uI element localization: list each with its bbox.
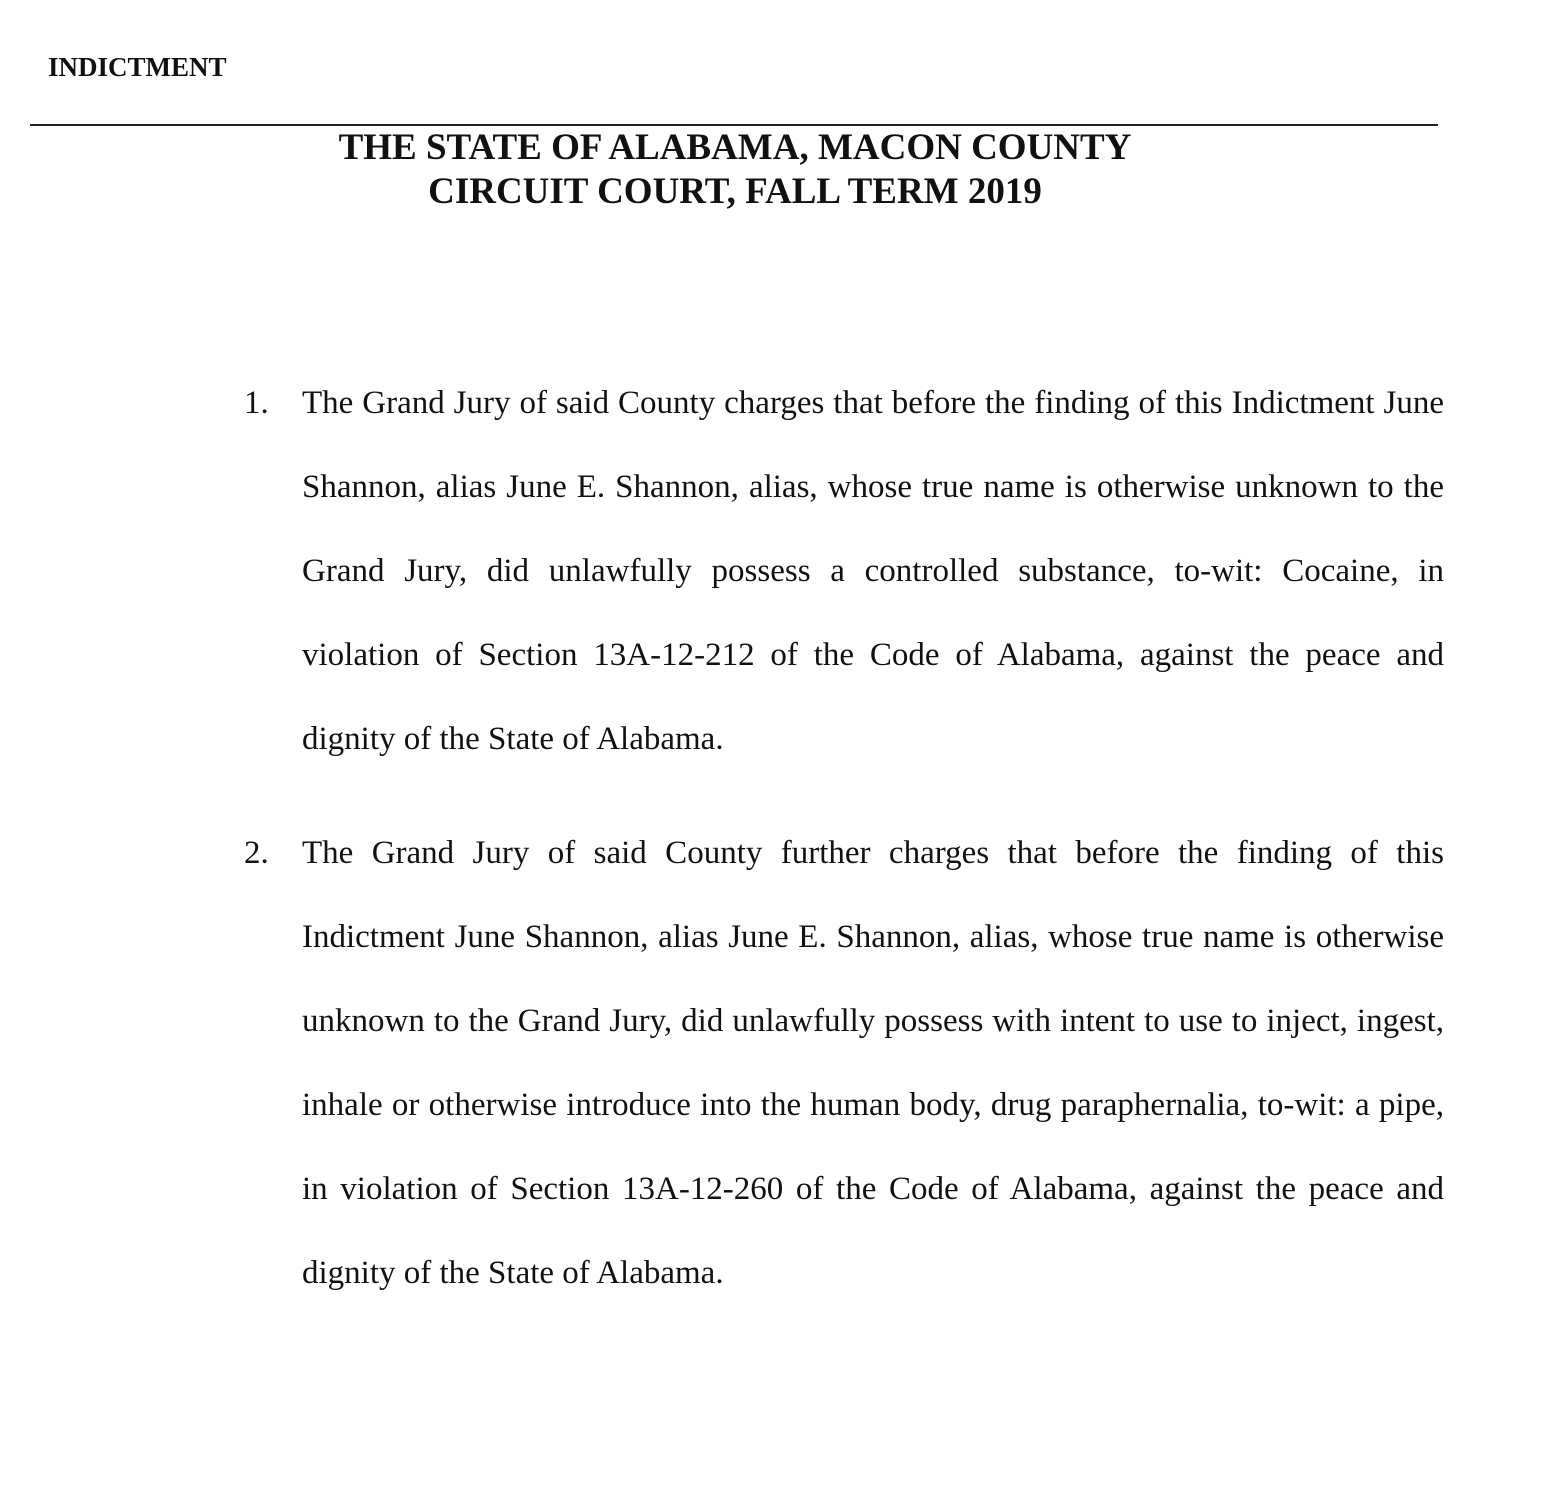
court-heading-line-2: CIRCUIT COURT, FALL TERM 2019 <box>428 171 1042 212</box>
count-text: The Grand Jury of said County charges that before the finding of this Indictment June Shannon, alias June E. Shannon, alias, whose true name is otherwise unknown to the Grand Jury, did unlawfully possess a controlled substance, to-wit: Cocaine, in violation of Section 13A-12-212 of the Code of Alabama, against the peace and dignity of the State of Alabama. <box>302 385 1444 757</box>
count-text: The Grand Jury of said County further charges that before the finding of this Indictment June Shannon, alias June E. Shannon, alias, whose true name is otherwise unknown to the Grand Jury, did unlawfully possess with intent to use to inject, ingest, inhale or otherwise introduce into the human body, drug paraphernalia, to-wit: a pipe, in violation of Section 13A-12-260 of the Code of Alabama, against the peace and dignity of the State of Alabama. <box>302 835 1444 1291</box>
indictment-count-2 <box>244 811 1444 1315</box>
count-number: 1. <box>244 385 269 421</box>
indictment-count-1 <box>244 361 1444 781</box>
indictment-counts-list <box>244 361 1444 1315</box>
count-number: 2. <box>244 835 269 871</box>
document-type-label: INDICTMENT <box>48 52 227 82</box>
court-heading-line-1: THE STATE OF ALABAMA, MACON COUNTY <box>338 127 1132 168</box>
